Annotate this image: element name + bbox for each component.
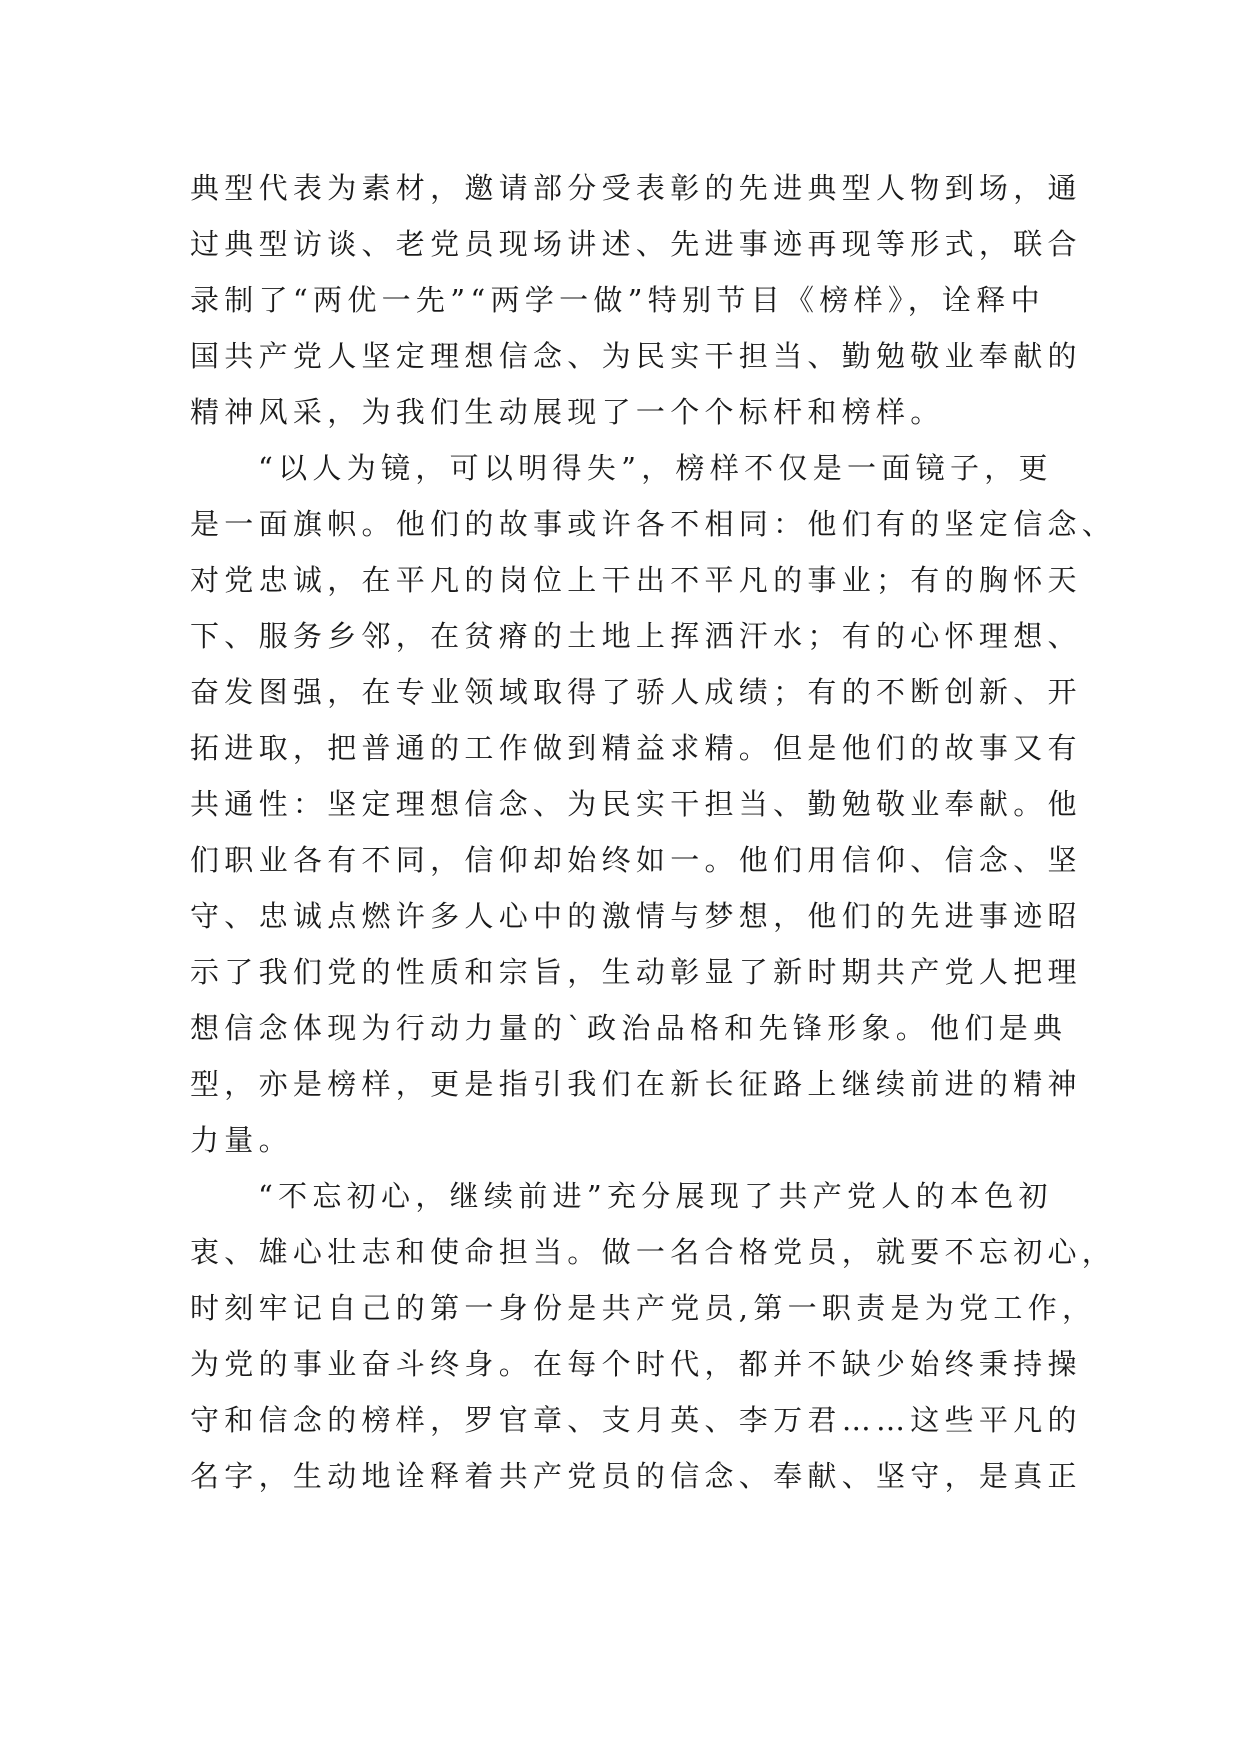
text-line: 精神风采，为我们生动展现了一个个标杆和榜样。	[190, 395, 945, 429]
text-line: 共通性：坚定理想信念、为民实干担当、勤勉敬业奉献。他	[190, 787, 1082, 821]
text-line: 对党忠诚，在平凡的岗位上干出不平凡的事业；有的胸怀天	[190, 563, 1082, 597]
text-line: 型，亦是榜样，更是指引我们在新长征路上继续前进的精神	[190, 1067, 1082, 1101]
body-text	[190, 160, 1117, 1504]
text-line: 时刻牢记自己的第一身份是共产党员,第一职责是为党工作，	[190, 1291, 1097, 1325]
text-line: 示了我们党的性质和宗旨，生动彰显了新时期共产党人把理	[190, 955, 1082, 989]
text-line: 名字，生动地诠释着共产党员的信念、奉献、坚守，是真正	[190, 1459, 1082, 1493]
text-line: 们职业各有不同，信仰却始终如一。他们用信仰、信念、坚	[190, 843, 1082, 877]
text-line: 下、服务乡邻，在贫瘠的土地上挥洒汗水；有的心怀理想、	[190, 619, 1082, 653]
text-line: 力量。	[190, 1123, 293, 1157]
text-line: 是一面旗帜。他们的故事或许各不相同：他们有的坚定信念、	[190, 507, 1117, 541]
text-line: 典型代表为素材，邀请部分受表彰的先进典型人物到场，通	[190, 171, 1082, 205]
text-line: 为党的事业奋斗终身。在每个时代，都并不缺少始终秉持操	[190, 1347, 1082, 1381]
text-line: 守、忠诚点燃许多人心中的激情与梦想，他们的先进事迹昭	[190, 899, 1082, 933]
text-line: 国共产党人坚定理想信念、为民实干担当、勤勉敬业奉献的	[190, 339, 1082, 373]
text-line: 录制了“两优一先”“两学一做”特别节目《榜样》，诠释中	[190, 283, 1045, 317]
text-line: 过典型访谈、老党员现场讲述、先进事迹再现等形式，联合	[190, 227, 1082, 261]
text-line: 奋发图强，在专业领域取得了骄人成绩；有的不断创新、开	[190, 675, 1082, 709]
text-line: “以人为镜，可以明得失”，榜样不仅是一面镜子，更	[258, 451, 1053, 485]
text-line: 守和信念的榜样，罗官章、支月英、李万君……这些平凡的	[190, 1403, 1082, 1437]
text-line: 拓进取，把普通的工作做到精益求精。但是他们的故事又有	[190, 731, 1082, 765]
text-line: “不忘初心，继续前进”充分展现了共产党人的本色初	[258, 1179, 1053, 1213]
text-line: 衷、雄心壮志和使命担当。做一名合格党员，就要不忘初心，	[190, 1235, 1117, 1269]
text-line: 想信念体现为行动力量的`政治品格和先锋形象。他们是典	[190, 1011, 1068, 1045]
